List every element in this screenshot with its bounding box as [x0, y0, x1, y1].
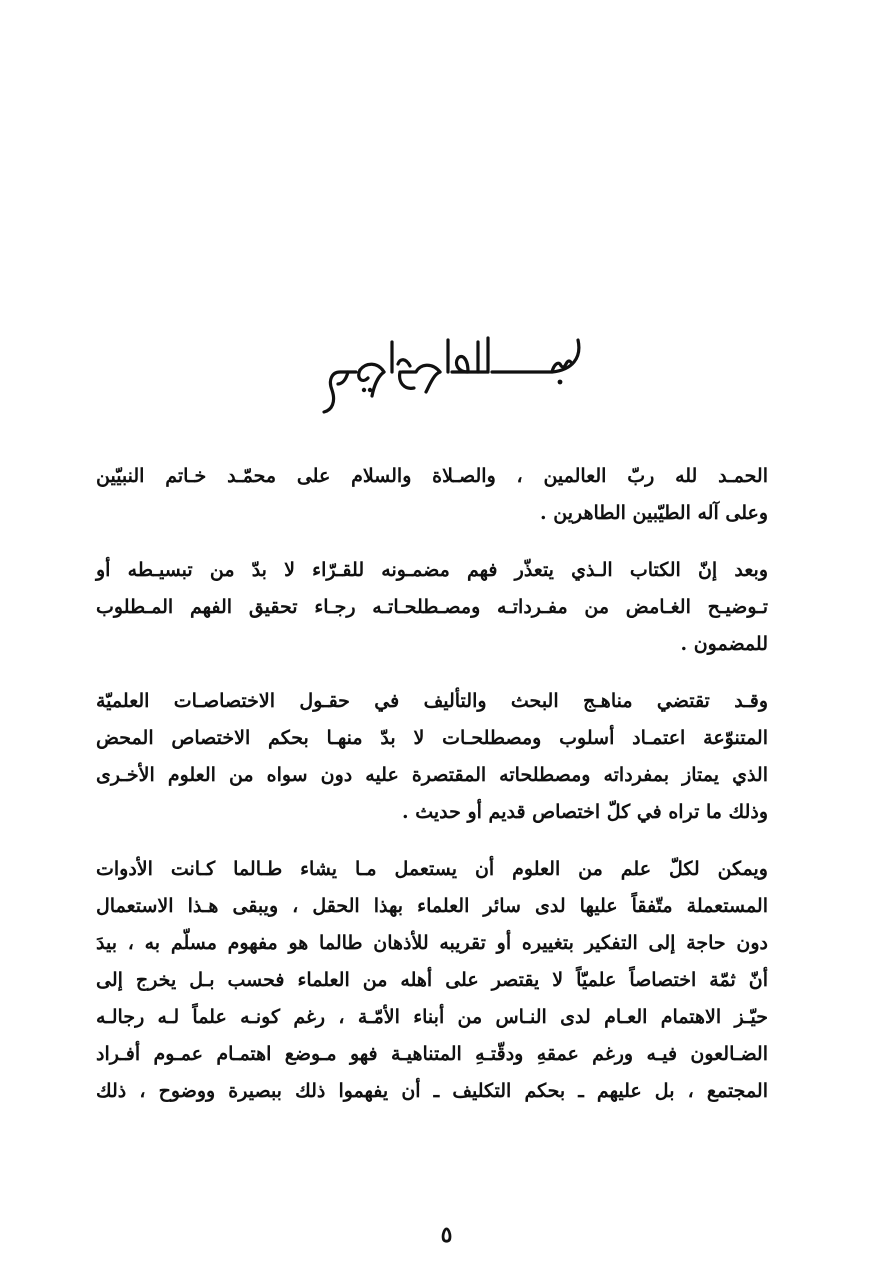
paragraph-2 [96, 552, 808, 663]
text-line: الضـالعون فيـه ورغم عمقهِ ودقّتـهِ المتناهيـة فهو مـوضع اهتمـام عمـوم أفـراد [96, 1043, 768, 1065]
text-line: وعلى آله الطيّبين الطاهرين . [540, 502, 768, 524]
text-line: وبعد إنّ الكتاب الـذي يتعذّر فهم مضمـونه للقـرّاء لا بدّ من تبسيـطه أو [96, 559, 768, 581]
text-line: دون حاجة إلى التفكير بتغييره أو تقريبه للأذهان طالما هو مفهوم مسلّم به ، بيدَ [96, 932, 768, 954]
text-line: حيّـز الاهتمام العـام لدى النـاس من أبناء الأمّـة ، رغم كونـه علماً لـه رجالـه [96, 1006, 768, 1028]
text-line: للمضمون . [680, 633, 768, 655]
text-line: ويمكن لكلّ علم من العلوم أن يستعمل مـا يشاء طـالما كـانت الأدوات [96, 858, 768, 880]
paragraph-4 [96, 851, 808, 1110]
basmala-heading [0, 318, 893, 418]
text-line: الحمـد لله ربّ العالمين ، والصـلاة والسلام على محمّـد خـاتم النبيّين [96, 465, 768, 487]
text-line: وقـد تقتضي مناهـج البحث والتأليف في حقـول الاختصاصـات العلميّة [96, 690, 768, 712]
text-line: الذي يمتاز بمفرداته ومصطلحاته المقتصرة عليه دون سواه من العلوم الأخـرى [96, 764, 768, 786]
text-line: أنّ ثمّة اختصاصاً علميّاً لا يقتصر على أهله من العلماء فحسب بـل يخرج إلى [96, 969, 768, 991]
text-line: وذلك ما تراه في كلّ اختصاص قديم أو حديث . [401, 801, 768, 823]
text-line: المجتمع ، بل عليهم ـ بحكم التكليف ـ أن يفهموا ذلك ببصيرة ووضوح ، ذلك [96, 1080, 768, 1102]
paragraph-3 [96, 683, 808, 831]
paragraph-1 [96, 458, 808, 532]
page-number: ٥ [440, 1222, 453, 1248]
text-line: المتنوّعة اعتمـاد أسلوب ومصطلحـات لا بدّ منهـا بحكم الاختصاص المحض [96, 727, 768, 749]
text-line: تـوضيـح الغـامض من مفـرداتـه ومصـطلحـاتـه رجـاء تحقيق الفهم المـطلوب [96, 596, 768, 618]
text-line: المستعملة متّفقاً عليها لدى سائر العلماء بهذا الحقل ، ويبقى هـذا الاستعمال [96, 895, 768, 917]
body-text [96, 458, 808, 1130]
basmala-calligraphy-icon [302, 318, 592, 418]
